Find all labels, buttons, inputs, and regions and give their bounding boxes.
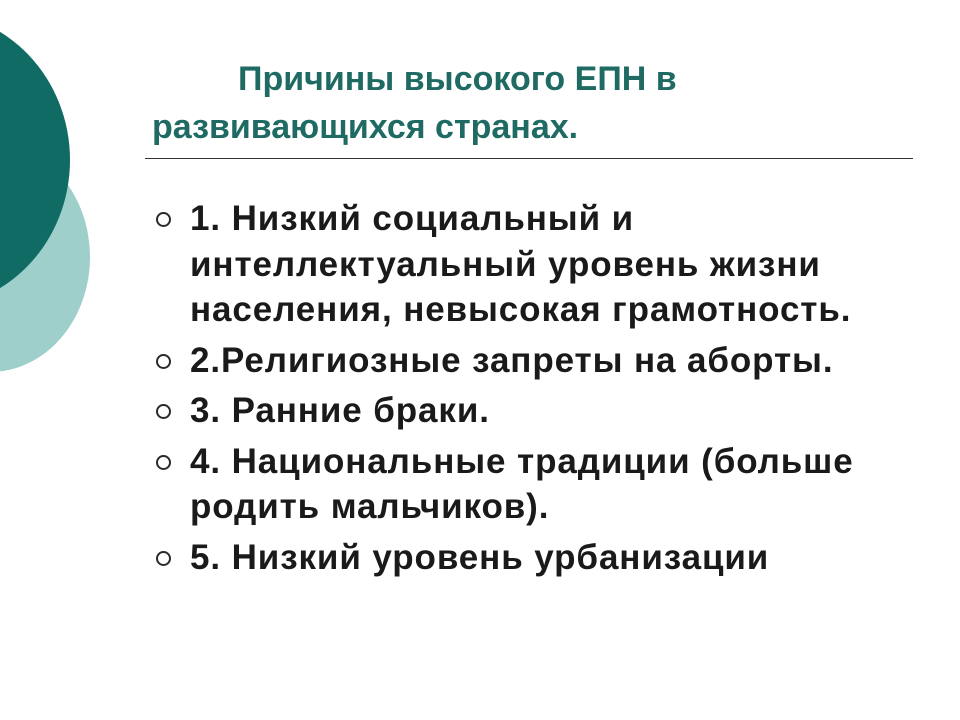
- bullet-item: [155, 196, 935, 333]
- bullet-list: [155, 196, 935, 585]
- bullet-text: 3. Ранние браки.: [190, 391, 490, 430]
- bullet-text: 2.Религиозные запреты на аборты.: [190, 340, 834, 380]
- bullet-text: 4. Национальные традиции (больше родить мальчиков).: [190, 441, 854, 526]
- bullet-circle-icon: [156, 455, 171, 470]
- title-divider: [145, 158, 913, 159]
- slide-title-line-1: Причины высокого ЕПН в: [238, 60, 677, 98]
- bullet-circle-icon: [156, 212, 171, 227]
- bullet-circle-icon: [156, 551, 171, 566]
- bullet-item: [155, 439, 935, 530]
- slide-title: [152, 55, 892, 151]
- bullet-text: 5. Низкий уровень урбанизации: [190, 537, 770, 577]
- bullet-circle-icon: [156, 404, 171, 419]
- bullet-item: [155, 535, 935, 581]
- bullet-circle-icon: [156, 354, 171, 369]
- slide-title-line-2: развивающихся странах.: [152, 108, 579, 146]
- bullet-item: [155, 388, 935, 434]
- bullet-item: [155, 338, 935, 384]
- bullet-text: 1. Низкий социальный и интеллектуальный уровень жизни населения, невысокая грамотность.: [190, 199, 852, 329]
